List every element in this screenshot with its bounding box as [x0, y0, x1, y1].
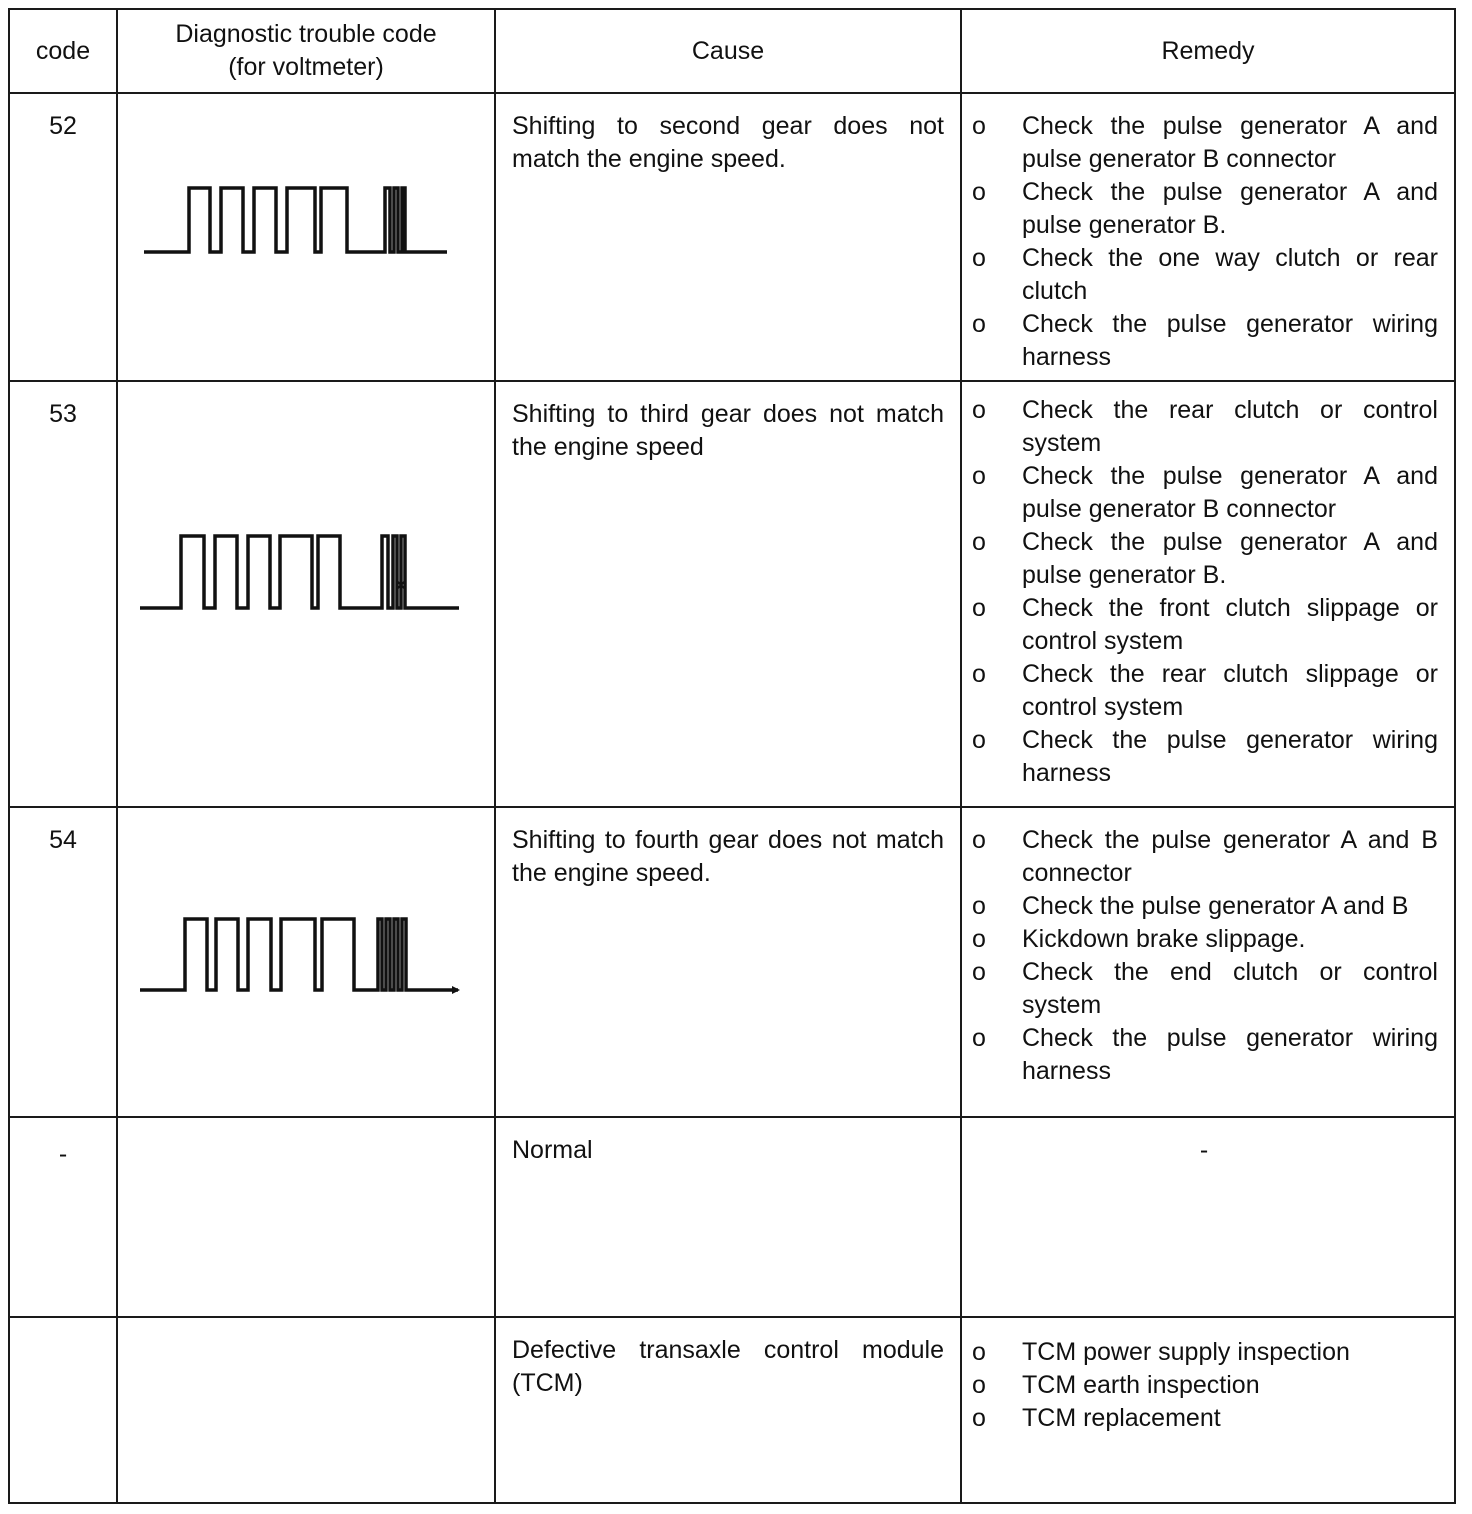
remedy-text: Check the pulse generator A and pulse generator B connector: [1022, 112, 1438, 173]
table-header-row: [9, 9, 1455, 93]
remedy-dash: -: [1199, 1136, 1209, 1164]
waveform-cell-empty: [117, 1117, 495, 1317]
bullet-o: o: [972, 1024, 986, 1052]
remedy-text: Check the rear clutch or control system: [1022, 396, 1438, 457]
bullet-o: o: [972, 1371, 986, 1399]
bullet-o: o: [972, 726, 986, 754]
header-cause: Cause: [495, 9, 961, 93]
bullet-o: o: [972, 310, 986, 338]
list-item: [970, 1369, 1438, 1402]
list-item: [970, 956, 1438, 1022]
waveform-cell: [117, 807, 495, 1117]
row-code: 53: [9, 381, 117, 807]
header-dtc-line1: Diagnostic trouble code: [175, 20, 437, 48]
remedy-text: Check the rear clutch slippage or control system: [1022, 660, 1438, 721]
remedy-text: Check the end clutch or control system: [1022, 958, 1438, 1019]
list-item: [970, 242, 1438, 308]
list-item: [970, 724, 1438, 790]
remedy-text: Check the front clutch slippage or control system: [1022, 594, 1438, 655]
bullet-o: o: [972, 958, 986, 986]
row-code: 54: [9, 807, 117, 1117]
list-item: [970, 110, 1438, 176]
pulse-waveform-icon: [118, 808, 496, 1116]
row-cause: Normal: [495, 1117, 961, 1317]
header-code: code: [9, 9, 117, 93]
pulse-waveform-icon: [118, 382, 496, 806]
waveform-cell-empty: [117, 1317, 495, 1503]
row-code: [9, 1317, 117, 1503]
list-item: [970, 1022, 1438, 1088]
remedy-text: Check the pulse generator A and pulse generator B.: [1022, 178, 1438, 239]
row-code: -: [9, 1117, 117, 1317]
row-remedy: [961, 1117, 1455, 1317]
list-item: [970, 1336, 1438, 1369]
header-remedy: Remedy: [961, 9, 1455, 93]
remedy-list: [970, 1336, 1438, 1435]
bullet-o: o: [972, 1338, 986, 1366]
list-item: [970, 592, 1438, 658]
list-item: [970, 394, 1438, 460]
bullet-o: o: [972, 594, 986, 622]
bullet-o: o: [972, 826, 986, 854]
remedy-text: Check the pulse generator A and B connector: [1022, 826, 1438, 887]
remedy-list: [970, 394, 1438, 790]
remedy-text: Check the one way clutch or rear clutch: [1022, 244, 1438, 305]
remedy-text: Kickdown brake slippage.: [1022, 925, 1306, 953]
waveform-cell: [117, 381, 495, 807]
bullet-o: o: [972, 1404, 986, 1432]
table-row: [9, 93, 1455, 381]
header-dtc-line2: (for voltmeter): [228, 53, 384, 81]
table-row: [9, 381, 1455, 807]
bullet-o: o: [972, 660, 986, 688]
row-cause: Shifting to fourth gear does not match the engine speed.: [495, 807, 961, 1117]
row-remedy: [961, 93, 1455, 381]
bullet-o: o: [972, 396, 986, 424]
row-code: 52: [9, 93, 117, 381]
bullet-o: o: [972, 892, 986, 920]
row-cause: Shifting to third gear does not match the engine speed: [495, 381, 961, 807]
row-remedy: [961, 381, 1455, 807]
remedy-text: TCM replacement: [1022, 1404, 1221, 1432]
list-item: [970, 1402, 1438, 1435]
remedy-list: [970, 110, 1438, 374]
list-item: [970, 824, 1438, 890]
table-row: [9, 1117, 1455, 1317]
bullet-o: o: [972, 112, 986, 140]
list-item: [970, 890, 1438, 923]
header-diagnostic-trouble-code: [117, 9, 495, 93]
waveform-cell: [117, 93, 495, 381]
table-row: [9, 1317, 1455, 1503]
row-remedy: [961, 1317, 1455, 1503]
row-cause: Defective transaxle control module (TCM): [495, 1317, 961, 1503]
bullet-o: o: [972, 925, 986, 953]
bullet-o: o: [972, 528, 986, 556]
list-item: [970, 460, 1438, 526]
bullet-o: o: [972, 178, 986, 206]
remedy-text: Check the pulse generator wiring harness: [1022, 726, 1438, 787]
remedy-text: Check the pulse generator A and pulse generator B connector: [1022, 462, 1438, 523]
bullet-o: o: [972, 462, 986, 490]
remedy-list: [970, 824, 1438, 1088]
row-remedy: [961, 807, 1455, 1117]
remedy-text: TCM earth inspection: [1022, 1371, 1260, 1399]
list-item: [970, 658, 1438, 724]
list-item: [970, 923, 1438, 956]
pulse-waveform-icon: [118, 94, 496, 380]
remedy-text: Check the pulse generator A and pulse generator B.: [1022, 528, 1438, 589]
remedy-text: Check the pulse generator A and B: [1022, 892, 1409, 920]
list-item: [970, 308, 1438, 374]
diagnostic-trouble-code-table: [8, 8, 1456, 1504]
list-item: [970, 526, 1438, 592]
row-cause: Shifting to second gear does not match the engine speed.: [495, 93, 961, 381]
table-row: [9, 807, 1455, 1117]
bullet-o: o: [972, 244, 986, 272]
remedy-text: Check the pulse generator wiring harness: [1022, 310, 1438, 371]
remedy-text: TCM power supply inspection: [1022, 1338, 1350, 1366]
remedy-text: Check the pulse generator wiring harness: [1022, 1024, 1438, 1085]
list-item: [970, 176, 1438, 242]
